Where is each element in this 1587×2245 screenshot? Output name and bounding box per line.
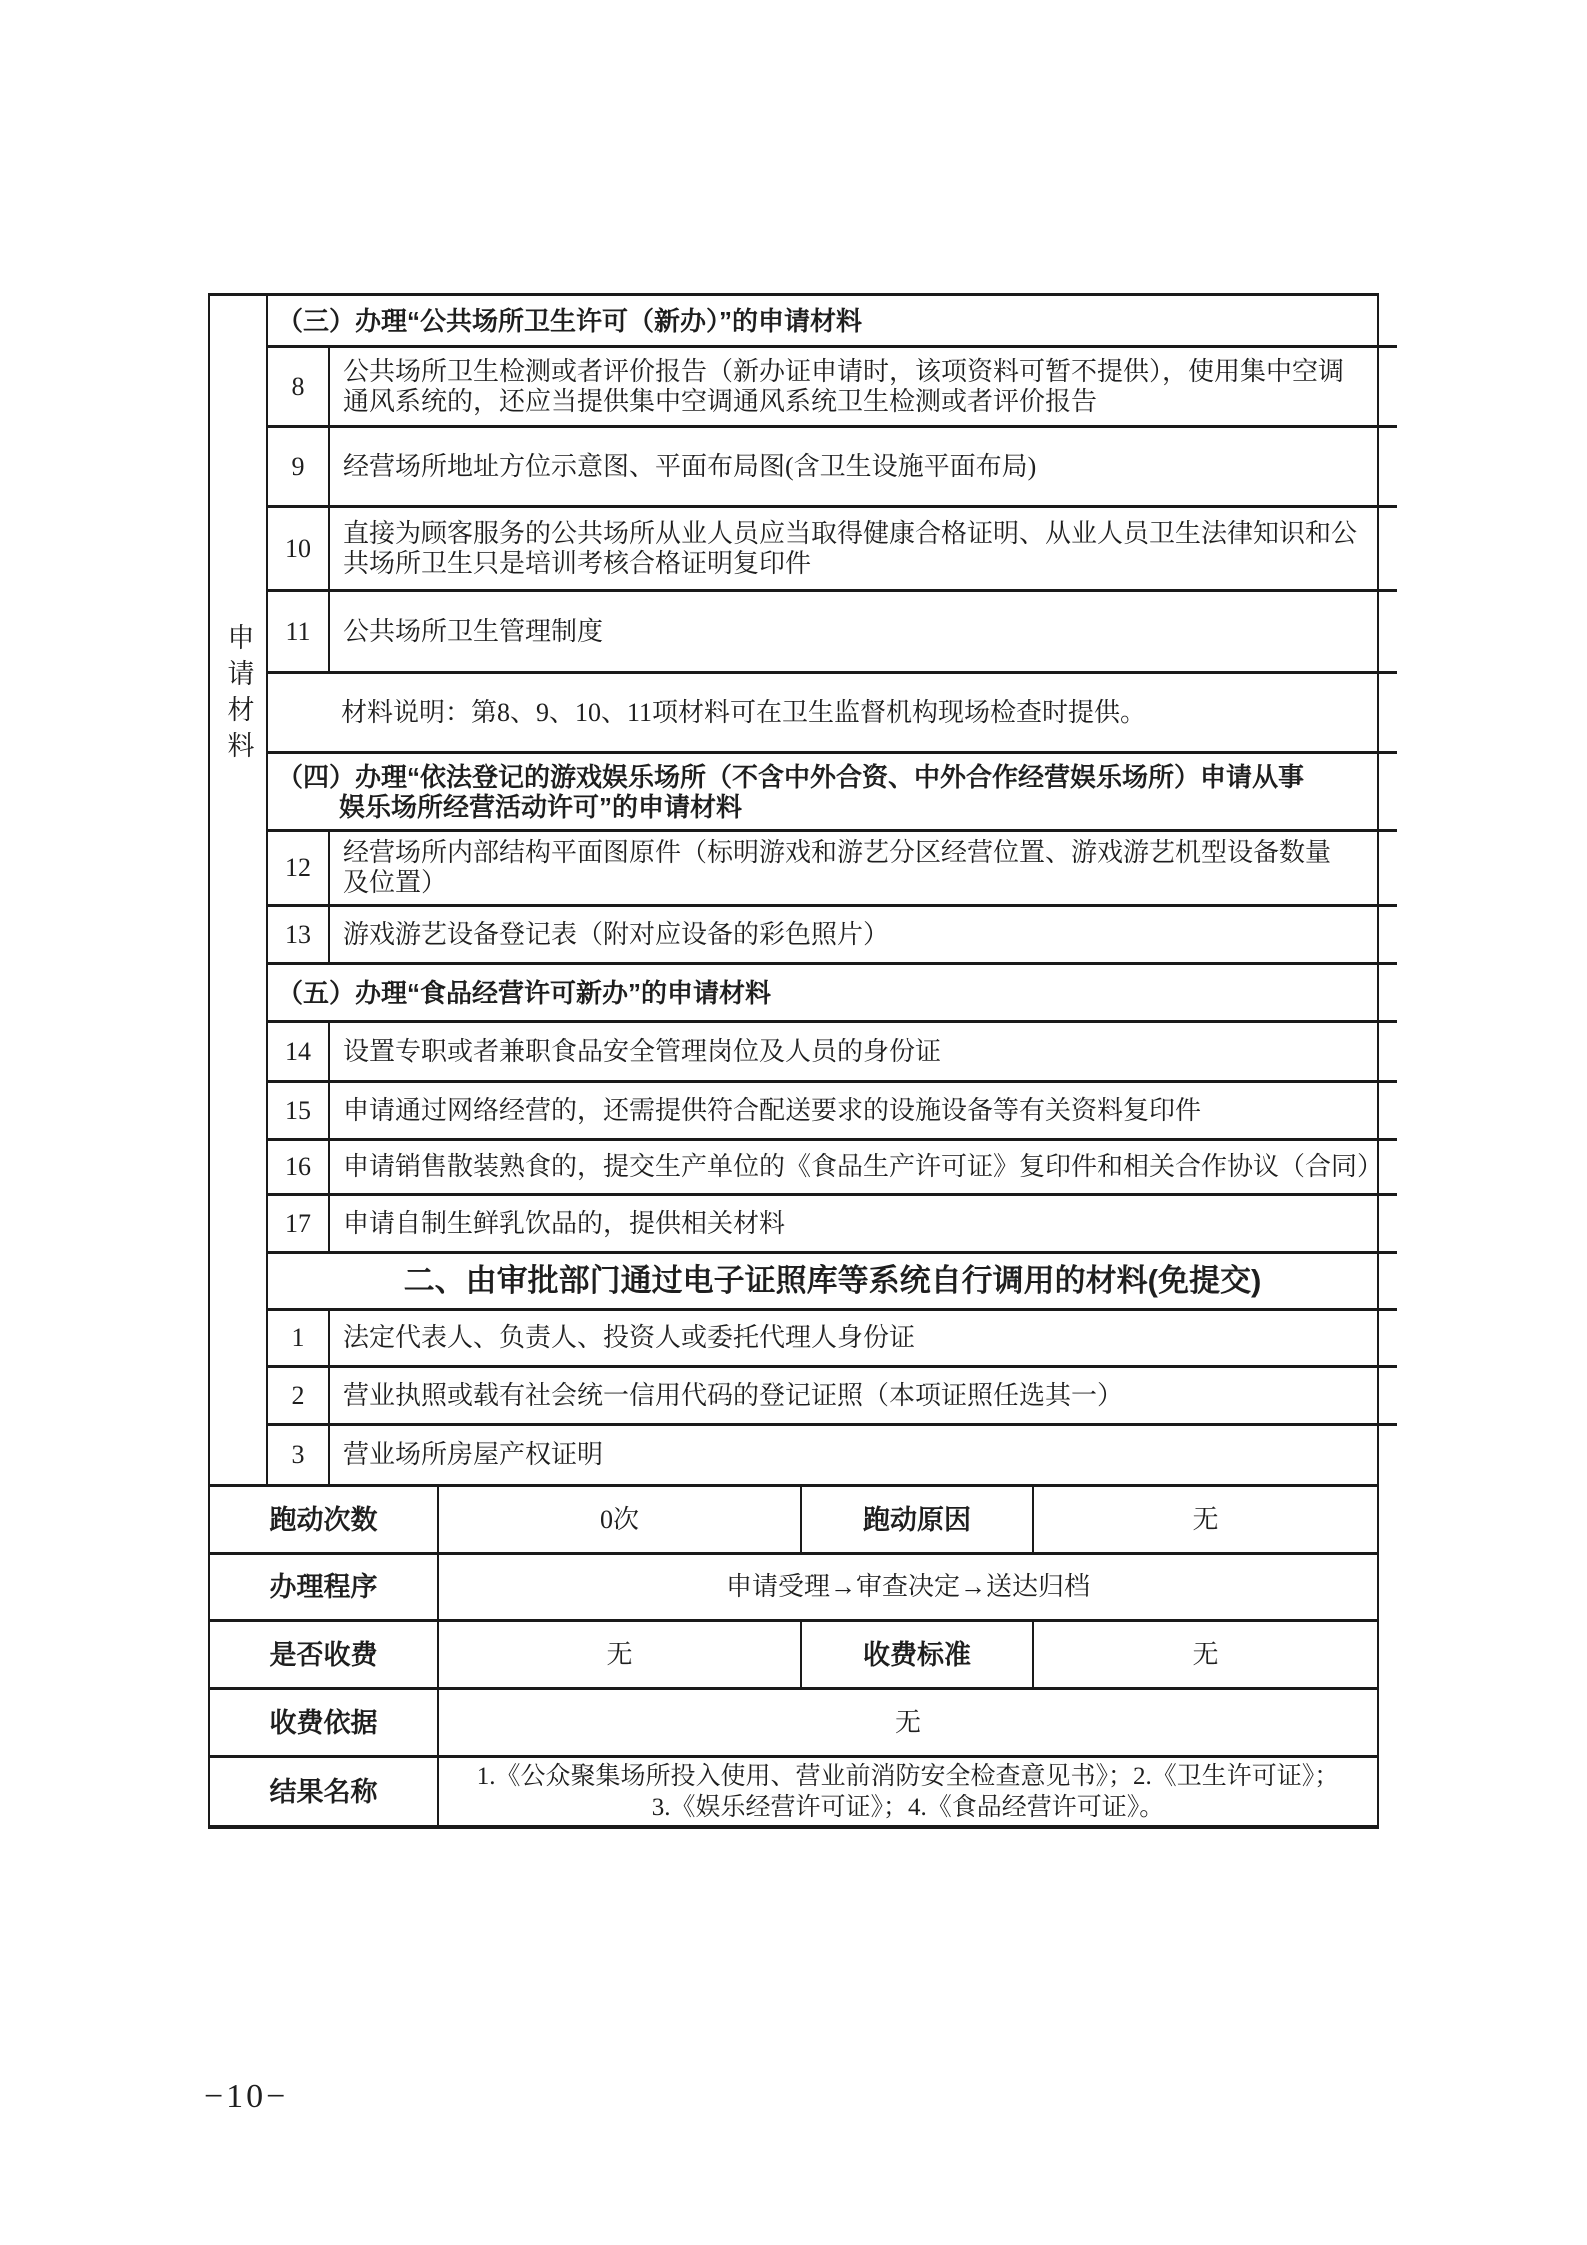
material-number: 16 — [268, 1141, 330, 1196]
field-label-procedure: 办理程序 — [210, 1555, 439, 1622]
section-header-two: 二、由审批部门通过电子证照库等系统自行调用的材料(免提交) — [268, 1254, 1397, 1311]
material-number: 10 — [268, 508, 330, 592]
material-text-14: 设置专职或者兼职食品安全管理岗位及人员的身份证 — [330, 1023, 1397, 1083]
material-number: 1 — [268, 1311, 330, 1368]
material-text-d1: 法定代表人、负责人、投资人或委托代理人身份证 — [330, 1311, 1397, 1368]
field-value-fee-required: 无 — [439, 1622, 802, 1690]
field-label-run-count: 跑动次数 — [210, 1487, 439, 1555]
material-number: 9 — [268, 428, 330, 508]
material-text-line: 公共场所卫生检测或者评价报告（新办证申请时，该项资料可暂不提供），使用集中空调 — [343, 356, 1345, 386]
material-number: 3 — [268, 1426, 330, 1484]
material-text-line: 通风系统的，还应当提供集中空调通风系统卫生检测或者评价报告 — [343, 386, 1098, 416]
field-label-fee-basis: 收费依据 — [210, 1690, 439, 1758]
field-value-run-count: 0次 — [439, 1487, 802, 1555]
material-number: 2 — [268, 1368, 330, 1426]
material-text-17: 申请自制生鲜乳饮品的，提供相关材料 — [330, 1196, 1397, 1254]
material-number: 14 — [268, 1023, 330, 1083]
material-number: 12 — [268, 832, 330, 907]
page-number: −10− — [204, 2078, 289, 2115]
field-value-fee-standard: 无 — [1034, 1622, 1377, 1690]
material-text-line: 及位置） — [343, 868, 448, 897]
field-label-fee-required: 是否收费 — [210, 1622, 439, 1690]
result-line: 1.《公众聚集场所投入使用、营业前消防安全检查意见书》；2.《卫生许可证》； — [476, 1762, 1340, 1790]
side-label-cell — [210, 296, 268, 1484]
result-line: 3.《娱乐经营许可证》；4.《食品经营许可证》。 — [651, 1793, 1165, 1821]
field-value-fee-basis: 无 — [439, 1690, 1377, 1758]
material-text-d2: 营业执照或载有社会统一信用代码的登记证照（本项证照任选其一） — [330, 1368, 1397, 1426]
field-value-run-reason: 无 — [1034, 1487, 1377, 1555]
section-header-three: （三）办理“公共场所卫生许可（新办）”的申请材料 — [268, 296, 1397, 348]
materials-note: 材料说明：第8、9、10、11项材料可在卫生监督机构现场检查时提供。 — [268, 674, 1397, 754]
field-label-fee-standard: 收费标准 — [802, 1622, 1034, 1690]
material-number: 13 — [268, 907, 330, 965]
material-text-line: 直接为顾客服务的公共场所从业人员应当取得健康合格证明、从业人员卫生法律知识和公 — [343, 518, 1358, 548]
material-number: 17 — [268, 1196, 330, 1254]
material-number: 8 — [268, 348, 330, 428]
material-text-15: 申请通过网络经营的，还需提供符合配送要求的设施设备等有关资料复印件 — [330, 1083, 1397, 1141]
application-materials-table — [208, 293, 1384, 1829]
section-header-five: （五）办理“食品经营许可新办”的申请材料 — [268, 965, 1397, 1023]
section-header-four — [268, 754, 1397, 832]
material-text-16: 申请销售散装熟食的，提交生产单位的《食品生产许可证》复印件和相关合作协议（合同） — [330, 1141, 1397, 1196]
materials-grid — [210, 296, 1384, 1484]
material-text-10 — [330, 508, 1397, 592]
material-text-line: 共场所卫生只是培训考核合格证明复印件 — [343, 548, 812, 578]
field-value-result — [439, 1758, 1377, 1825]
process-info-grid — [210, 1484, 1377, 1825]
material-text-9: 经营场所地址方位示意图、平面布局图(含卫生设施平面布局) — [330, 428, 1397, 508]
field-value-procedure: 申请受理→审查决定→送达归档 — [439, 1555, 1377, 1622]
material-text-8 — [330, 348, 1397, 428]
material-text-13: 游戏游艺设备登记表（附对应设备的彩色照片） — [330, 907, 1397, 965]
material-text-12 — [330, 832, 1397, 907]
material-text-line: 经营场所内部结构平面图原件（标明游戏和游艺分区经营位置、游戏游艺机型设备数量 — [343, 838, 1332, 867]
section-header-line: 娱乐场所经营活动许可”的申请材料 — [339, 791, 743, 822]
field-label-result: 结果名称 — [210, 1758, 439, 1825]
material-text-11: 公共场所卫生管理制度 — [330, 592, 1397, 674]
field-label-run-reason: 跑动原因 — [802, 1487, 1034, 1555]
material-text-d3: 营业场所房屋产权证明 — [343, 1440, 604, 1469]
side-label: 申请材料 — [223, 623, 254, 767]
material-number: 11 — [268, 592, 330, 674]
section-header-line: （四）办理“依法登记的游戏娱乐场所（不含中外合资、中外合作经营娱乐场所）申请从事 — [277, 761, 1305, 792]
material-number: 15 — [268, 1083, 330, 1141]
